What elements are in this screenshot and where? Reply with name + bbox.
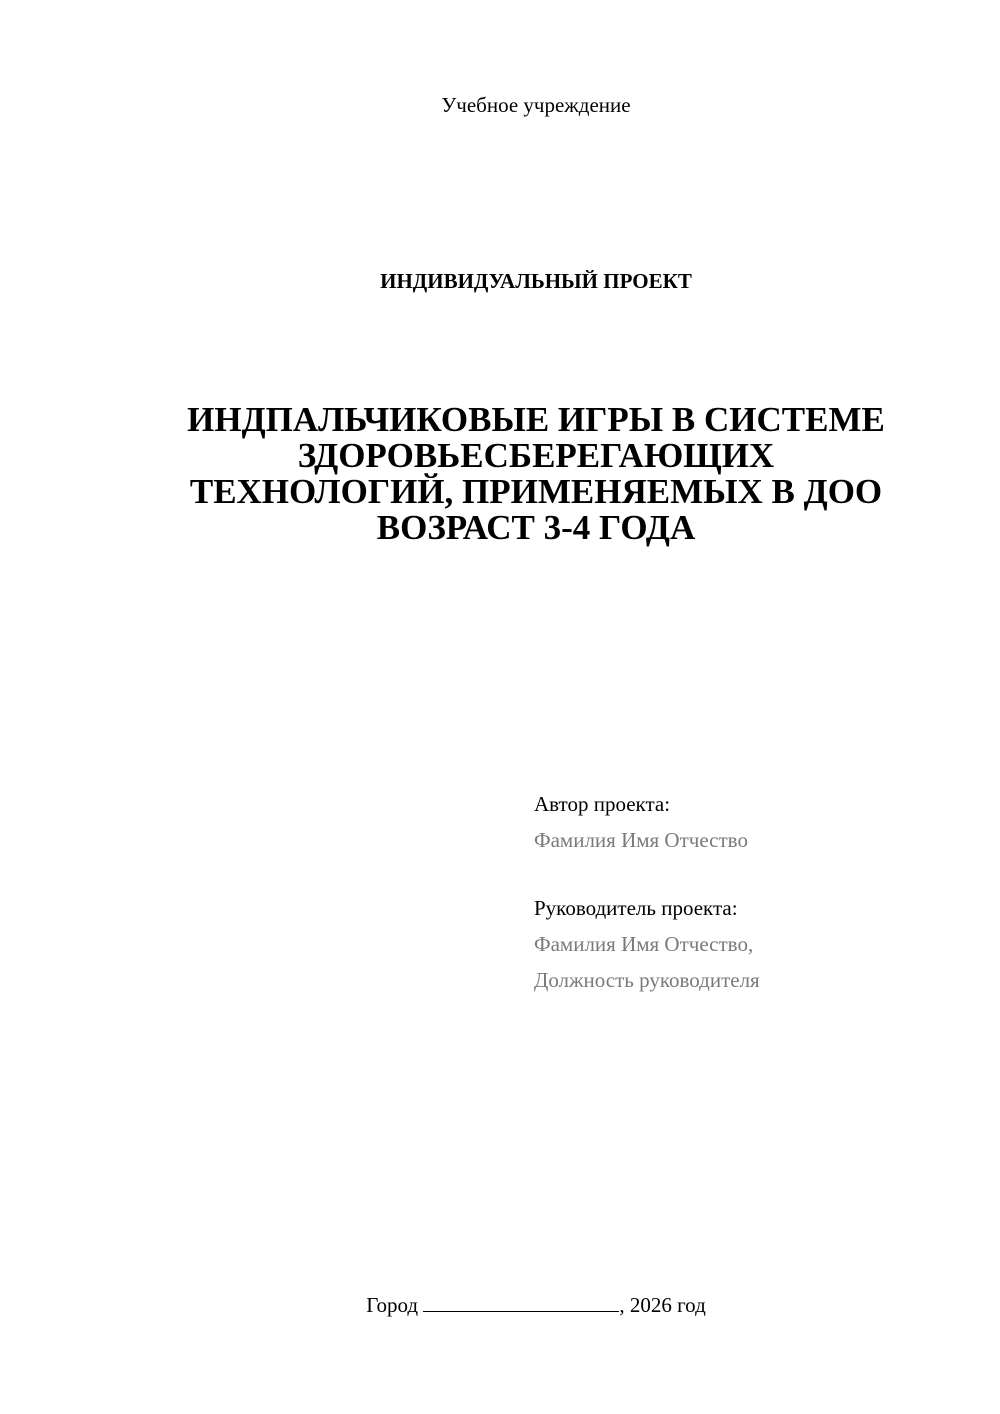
supervisor-label: Руководитель проекта: [534,896,738,920]
title-line: ЗДОРОВЬЕСБЕРЕГАЮЩИХ [297,436,775,475]
supervisor-name: Фамилия Имя Отчество, [534,932,754,956]
author-block [534,786,974,858]
title-line: ИНДПАЛЬЧИКОВЫЕ ИГРЫ В СИСТЕМЕ [187,400,885,439]
author-name: Фамилия Имя Отчество [534,828,748,852]
project-title [150,402,922,546]
supervisor-position: Должность руководителя [534,968,760,992]
title-line: ВОЗРАСТ 3-4 ГОДА [376,508,696,547]
city-label: Город [366,1293,419,1317]
author-label: Автор проекта: [534,792,671,816]
document-type: ИНДИВИДУАЛЬНЫЙ ПРОЕКТ [380,269,692,293]
institution-name: Учебное учреждение [441,93,631,117]
city-blank-line [423,1291,619,1312]
year-text: , 2026 год [619,1293,706,1317]
city-year-line [0,1290,1000,1320]
supervisor-block [534,890,974,998]
title-line: ТЕХНОЛОГИЙ, ПРИМЕНЯЕМЫХ В ДОО [189,472,883,511]
